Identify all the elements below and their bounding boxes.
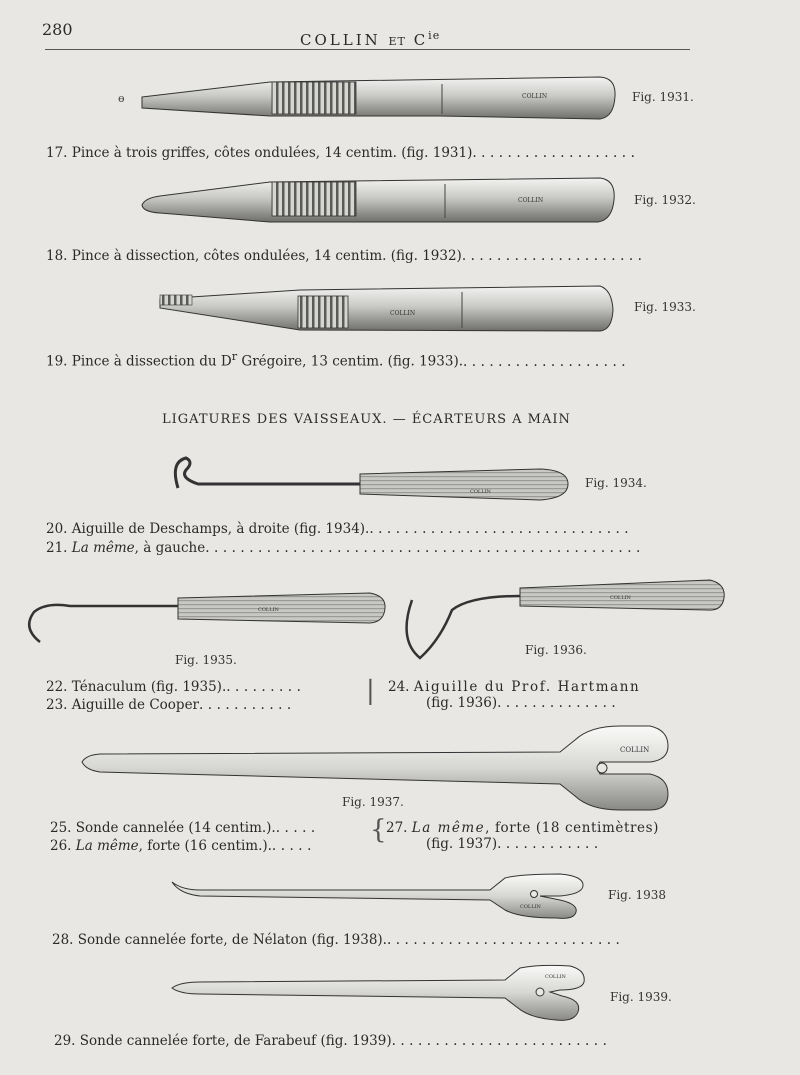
brace-right: {: [370, 815, 387, 845]
item-number: 24.: [388, 679, 410, 695]
collin-engraving-1933: COLLIN: [390, 310, 416, 317]
section-title: LIGATURES DES VAISSEAUX. — ÉCARTEURS A MAIN: [162, 412, 571, 427]
item-text-italic: La même: [71, 540, 135, 556]
collin-engraving-1939: COLLIN: [545, 974, 566, 980]
forceps-fig-1931: [118, 77, 615, 119]
fig-label-1936: Fig. 1936.: [525, 643, 587, 657]
collin-engraving-1936: COLLIN: [610, 595, 631, 601]
item-text: Aiguille de Cooper: [71, 697, 200, 713]
catalog-item-23: [46, 697, 296, 713]
catalog-item-27: [386, 820, 659, 852]
leader-dots: ..................................................: [205, 540, 645, 556]
page-number: 280: [42, 20, 73, 39]
item-text: Sonde cannelée forte, de Farabeuf (fig. 1939): [79, 1033, 392, 1049]
tip-detail-icon: ɵ: [118, 92, 125, 105]
item-number: 23.: [46, 697, 68, 713]
catalog-item-29: [54, 1033, 611, 1049]
item-text: Aiguille du Prof. Hartmann: [413, 679, 641, 695]
collin-engraving-1934: COLLIN: [470, 489, 491, 495]
item-text: Pince à trois griffes, côtes ondulées, 14 centim. (fig. 1931): [71, 145, 473, 161]
item-number: 18.: [46, 248, 68, 264]
fig-label-1934: Fig. 1934.: [585, 476, 647, 490]
item-number: 21.: [46, 540, 68, 556]
leader-dots: ..............: [497, 695, 621, 711]
catalog-item-21: [46, 540, 645, 556]
collin-engraving-1932: COLLIN: [518, 197, 544, 204]
fig-label-1938: Fig. 1938: [608, 888, 667, 902]
item-number: 26.: [50, 838, 72, 854]
item-number: 27.: [386, 820, 408, 836]
needle-fig-1934: [175, 458, 568, 500]
item-text: Aiguille de Deschamps, à droite (fig. 1934).: [71, 521, 370, 537]
item-text-2: (fig. 1936): [426, 695, 498, 711]
catalog-item-26: [50, 838, 316, 854]
forceps-fig-1933: [160, 286, 613, 331]
item-number: 17.: [46, 145, 68, 161]
item-text: , forte (18 centimètres): [485, 820, 660, 836]
catalog-item-20: [46, 521, 633, 537]
item-text: , à gauche: [134, 540, 206, 556]
item-line-1: [386, 820, 659, 836]
item-line-1: [388, 679, 640, 695]
item-line-2: [386, 836, 659, 852]
leader-dots: .........: [226, 679, 306, 695]
leader-dots: .....................: [461, 248, 647, 264]
item-text-b: Grégoire, 13 centim. (fig. 1933).: [237, 353, 464, 370]
item-number: 19.: [46, 353, 68, 370]
catalog-item-22: [46, 679, 305, 695]
item-text-a: Pince à dissection du D: [71, 353, 232, 370]
item-number: 28.: [52, 932, 74, 948]
catalog-item-28: [52, 932, 624, 948]
leader-dots: ...................: [463, 353, 631, 370]
catalog-item-18: [46, 248, 646, 264]
fig-label-1933: Fig. 1933.: [634, 300, 696, 314]
fig-label-1937: Fig. 1937.: [342, 795, 404, 809]
forceps-fig-1932: [142, 178, 614, 222]
brace-left: |: [366, 676, 375, 706]
header-co: C: [413, 31, 429, 49]
leader-dots: ...................: [472, 145, 640, 161]
item-line-2: [388, 695, 640, 711]
item-text-italic: La même: [411, 820, 486, 836]
leader-dots: ............: [497, 836, 603, 852]
collin-engraving-1938: COLLIN: [520, 904, 541, 910]
item-number: 29.: [54, 1033, 76, 1049]
leader-dots: ...........................: [386, 932, 625, 948]
item-text: Pince à dissection, côtes ondulées, 14 centim. (fig. 1932): [71, 248, 462, 264]
catalog-item-24: [388, 679, 640, 711]
item-number: 25.: [50, 820, 72, 836]
fig-label-1931: Fig. 1931.: [632, 90, 694, 104]
farabeuf-probe-fig-1939: [172, 965, 584, 1020]
leader-dots: .....: [275, 820, 320, 836]
fig-label-1935: Fig. 1935.: [175, 653, 237, 667]
item-text: Sonde cannelée forte, de Nélaton (fig. 1938).: [77, 932, 387, 948]
leader-dots: ...........: [199, 697, 296, 713]
header-connector: ET: [388, 35, 406, 48]
collin-engraving-1937: COLLIN: [620, 746, 650, 754]
item-number: 22.: [46, 679, 68, 695]
item-text: Ténaculum (fig. 1935).: [71, 679, 227, 695]
collin-engraving-1931: COLLIN: [522, 93, 548, 100]
collin-engraving-1935: COLLIN: [258, 607, 279, 613]
item-text-sup: r: [231, 350, 238, 363]
fig-label-1939: Fig. 1939.: [610, 990, 672, 1004]
item-number: 20.: [46, 521, 68, 537]
leader-dots: .....: [271, 838, 316, 854]
nelaton-probe-fig-1938: [172, 874, 583, 918]
fig-label-1932: Fig. 1932.: [634, 193, 696, 207]
item-text: , forte (16 centim.).: [138, 838, 272, 854]
catalog-item-17: [46, 145, 639, 161]
header-name: COLLIN: [300, 31, 381, 49]
leader-dots: ..............................: [369, 521, 634, 537]
item-text-italic: La même: [75, 838, 139, 854]
tenaculum-fig-1935: [29, 593, 385, 642]
catalog-item-19: [46, 350, 630, 370]
leader-dots: .........................: [391, 1033, 612, 1049]
catalog-item-25: [50, 820, 320, 836]
item-text: Sonde cannelée (14 centim.).: [75, 820, 276, 836]
header-co-sup: ie: [428, 29, 441, 42]
item-text-2: (fig. 1937): [426, 836, 498, 852]
